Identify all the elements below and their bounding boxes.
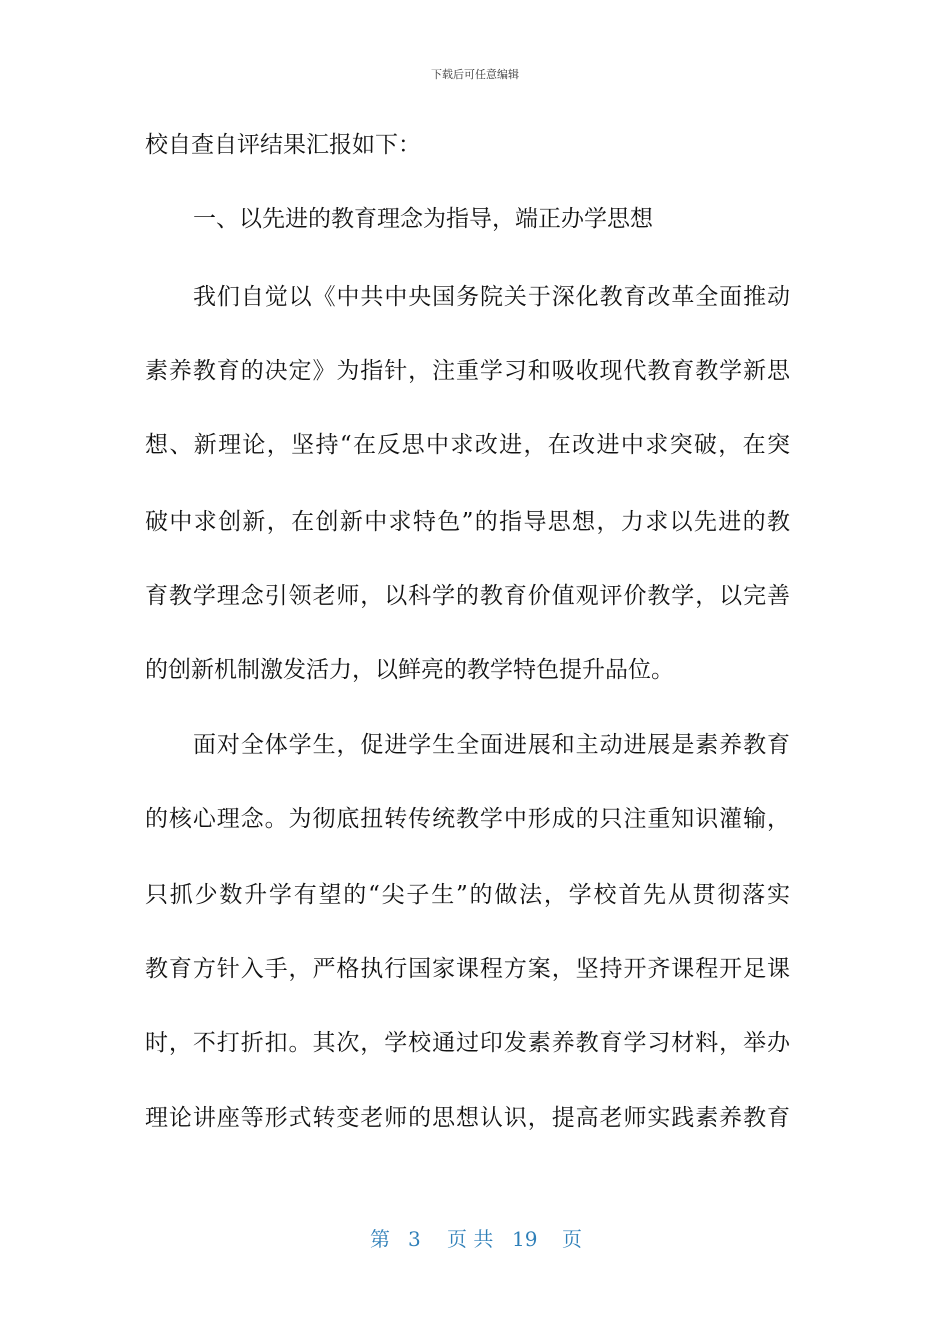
body-line: 面对全体学生，促进学生全面进展和主动进展是素养教育 — [193, 732, 790, 758]
footer-prefix: 第 — [370, 1227, 390, 1251]
footer-suffix: 页 — [562, 1227, 582, 1251]
body-line: 育教学理念引领老师，以科学的教育价值观评价教学，以完善 — [145, 583, 790, 609]
body-line: 理论讲座等形式转变老师的思想认识，提高老师实践素养教育 — [145, 1105, 790, 1131]
body-line: 的创新机制激发活力，以鲜亮的教学特色提升品位。 — [145, 657, 674, 683]
footer-current-page: 3 — [408, 1227, 421, 1251]
body-line: 校自查自评结果汇报如下： — [145, 132, 421, 158]
page-footer — [0, 1225, 950, 1255]
body-line: 破中求创新，在创新中求特色”的指导思想，力求以先进的教 — [145, 509, 790, 535]
body-line: 的核心理念。为彻底扭转传统教学中形成的只注重知识灌输， — [145, 806, 790, 832]
body-line: 想、新理论，坚持“在反思中求改进，在改进中求突破，在突 — [145, 432, 790, 458]
body-line: 我们自觉以《中共中央国务院关于深化教育改革全面推动 — [193, 284, 790, 310]
body-line: 素养教育的决定》为指针，注重学习和吸收现代教育教学新思 — [145, 358, 790, 384]
body-line: 教育方针入手，严格执行国家课程方案，坚持开齐课程开足课 — [145, 956, 790, 982]
section-heading: 一、以先进的教育理念为指导，端正办学思想 — [193, 206, 653, 232]
footer-middle: 页 共 — [447, 1227, 494, 1251]
body-line: 时，不打折扣。其次，学校通过印发素养教育学习材料，举办 — [145, 1030, 790, 1056]
body-line: 只抓少数升学有望的“尖子生”的做法，学校首先从贯彻落实 — [145, 882, 790, 908]
header-note: 下载后可任意编辑 — [431, 68, 519, 81]
footer-total-pages: 19 — [512, 1227, 538, 1251]
